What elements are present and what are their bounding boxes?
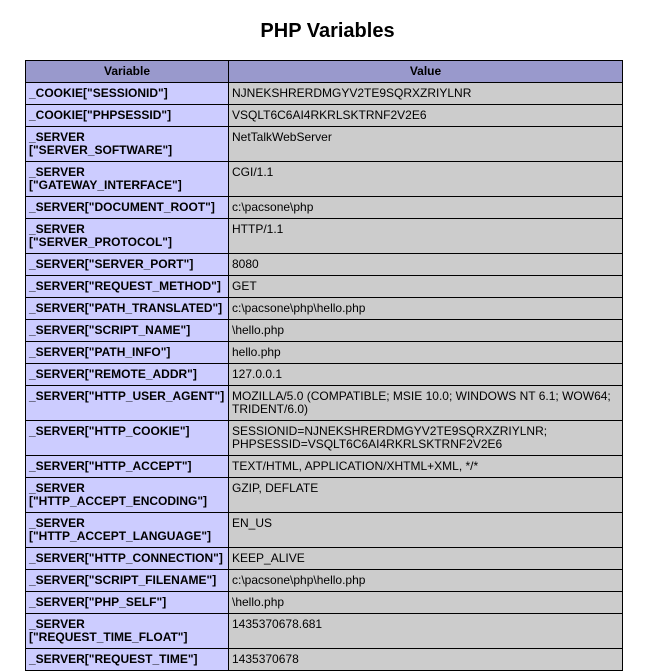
variable-value-cell: 1435370678 (229, 649, 623, 671)
variable-value-cell: NJNEKSHRERDMGYV2TE9SQRXZRIYLNR (229, 83, 623, 105)
variable-name-cell: _SERVER["HTTP_ACCEPT"] (26, 456, 229, 478)
variable-name-cell: _SERVER["PHP_SELF"] (26, 592, 229, 614)
variable-name-cell: _SERVER["REQUEST_METHOD"] (26, 276, 229, 298)
variable-name-cell: _SERVER ["SERVER_SOFTWARE"] (26, 127, 229, 162)
variable-name-cell: _SERVER ["HTTP_ACCEPT_ENCODING"] (26, 478, 229, 513)
variable-value-cell: GET (229, 276, 623, 298)
table-row (26, 105, 623, 127)
variable-value-cell: TEXT/HTML, APPLICATION/XHTML+XML, */* (229, 456, 623, 478)
table-header (26, 61, 623, 83)
table-row (26, 197, 623, 219)
variable-name-cell: _SERVER["REMOTE_ADDR"] (26, 364, 229, 386)
variable-value-cell: c:\pacsone\php\hello.php (229, 298, 623, 320)
table-row (26, 548, 623, 570)
table-row (26, 364, 623, 386)
page-title: PHP Variables (260, 20, 395, 42)
variable-name-cell: _SERVER["SCRIPT_FILENAME"] (26, 570, 229, 592)
table-row (26, 649, 623, 671)
header-variable: Variable (26, 61, 229, 83)
variable-name-cell: _SERVER ["GATEWAY_INTERFACE"] (26, 162, 229, 197)
variable-name-cell: _SERVER["REQUEST_TIME"] (26, 649, 229, 671)
table-row (26, 614, 623, 649)
table-row (26, 219, 623, 254)
variable-name-cell: _SERVER ["SERVER_PROTOCOL"] (26, 219, 229, 254)
variable-name-cell: _SERVER["PATH_INFO"] (26, 342, 229, 364)
table-row (26, 456, 623, 478)
variable-value-cell: GZIP, DEFLATE (229, 478, 623, 513)
variable-name-cell: _SERVER["PATH_TRANSLATED"] (26, 298, 229, 320)
table-row (26, 83, 623, 105)
table-row (26, 276, 623, 298)
variable-value-cell: HTTP/1.1 (229, 219, 623, 254)
table-row (26, 592, 623, 614)
variable-name-cell: _SERVER ["HTTP_ACCEPT_LANGUAGE"] (26, 513, 229, 548)
php-variables-table (25, 60, 623, 671)
variable-name-cell: _SERVER ["REQUEST_TIME_FLOAT"] (26, 614, 229, 649)
variable-name-cell: _SERVER["SCRIPT_NAME"] (26, 320, 229, 342)
header-row (26, 61, 623, 83)
variable-name-cell: _SERVER["DOCUMENT_ROOT"] (26, 197, 229, 219)
table-row (26, 478, 623, 513)
variable-value-cell: \hello.php (229, 592, 623, 614)
table-row (26, 127, 623, 162)
variable-name-cell: _COOKIE["SESSIONID"] (26, 83, 229, 105)
header-value: Value (229, 61, 623, 83)
table-row (26, 298, 623, 320)
variable-value-cell: 127.0.0.1 (229, 364, 623, 386)
variable-value-cell: c:\pacsone\php (229, 197, 623, 219)
variable-name-cell: _SERVER["HTTP_COOKIE"] (26, 421, 229, 456)
variable-value-cell: 8080 (229, 254, 623, 276)
variable-value-cell: KEEP_ALIVE (229, 548, 623, 570)
table-row (26, 254, 623, 276)
table-row (26, 386, 623, 421)
variable-value-cell: hello.php (229, 342, 623, 364)
table-row (26, 162, 623, 197)
variable-name-cell: _SERVER["HTTP_USER_AGENT"] (26, 386, 229, 421)
variable-value-cell: \hello.php (229, 320, 623, 342)
variable-value-cell: SESSIONID=NJNEKSHRERDMGYV2TE9SQRXZRIYLNR; PHPSESSID=VSQLT6C6AI4RKRLSKTRNF2V2E6 (229, 421, 623, 456)
variable-value-cell: VSQLT6C6AI4RKRLSKTRNF2V2E6 (229, 105, 623, 127)
table-row (26, 421, 623, 456)
variable-value-cell: c:\pacsone\php\hello.php (229, 570, 623, 592)
variable-name-cell: _SERVER["SERVER_PORT"] (26, 254, 229, 276)
variable-value-cell: EN_US (229, 513, 623, 548)
table-body (26, 83, 623, 671)
variable-value-cell: 1435370678.681 (229, 614, 623, 649)
table-row (26, 320, 623, 342)
variable-value-cell: NetTalkWebServer (229, 127, 623, 162)
table-row (26, 570, 623, 592)
table-row (26, 342, 623, 364)
variable-value-cell: CGI/1.1 (229, 162, 623, 197)
variable-name-cell: _COOKIE["PHPSESSID"] (26, 105, 229, 127)
table-row (26, 513, 623, 548)
variable-name-cell: _SERVER["HTTP_CONNECTION"] (26, 548, 229, 570)
variable-value-cell: MOZILLA/5.0 (COMPATIBLE; MSIE 10.0; WINDOWS NT 6.1; WOW64; TRIDENT/6.0) (229, 386, 623, 421)
